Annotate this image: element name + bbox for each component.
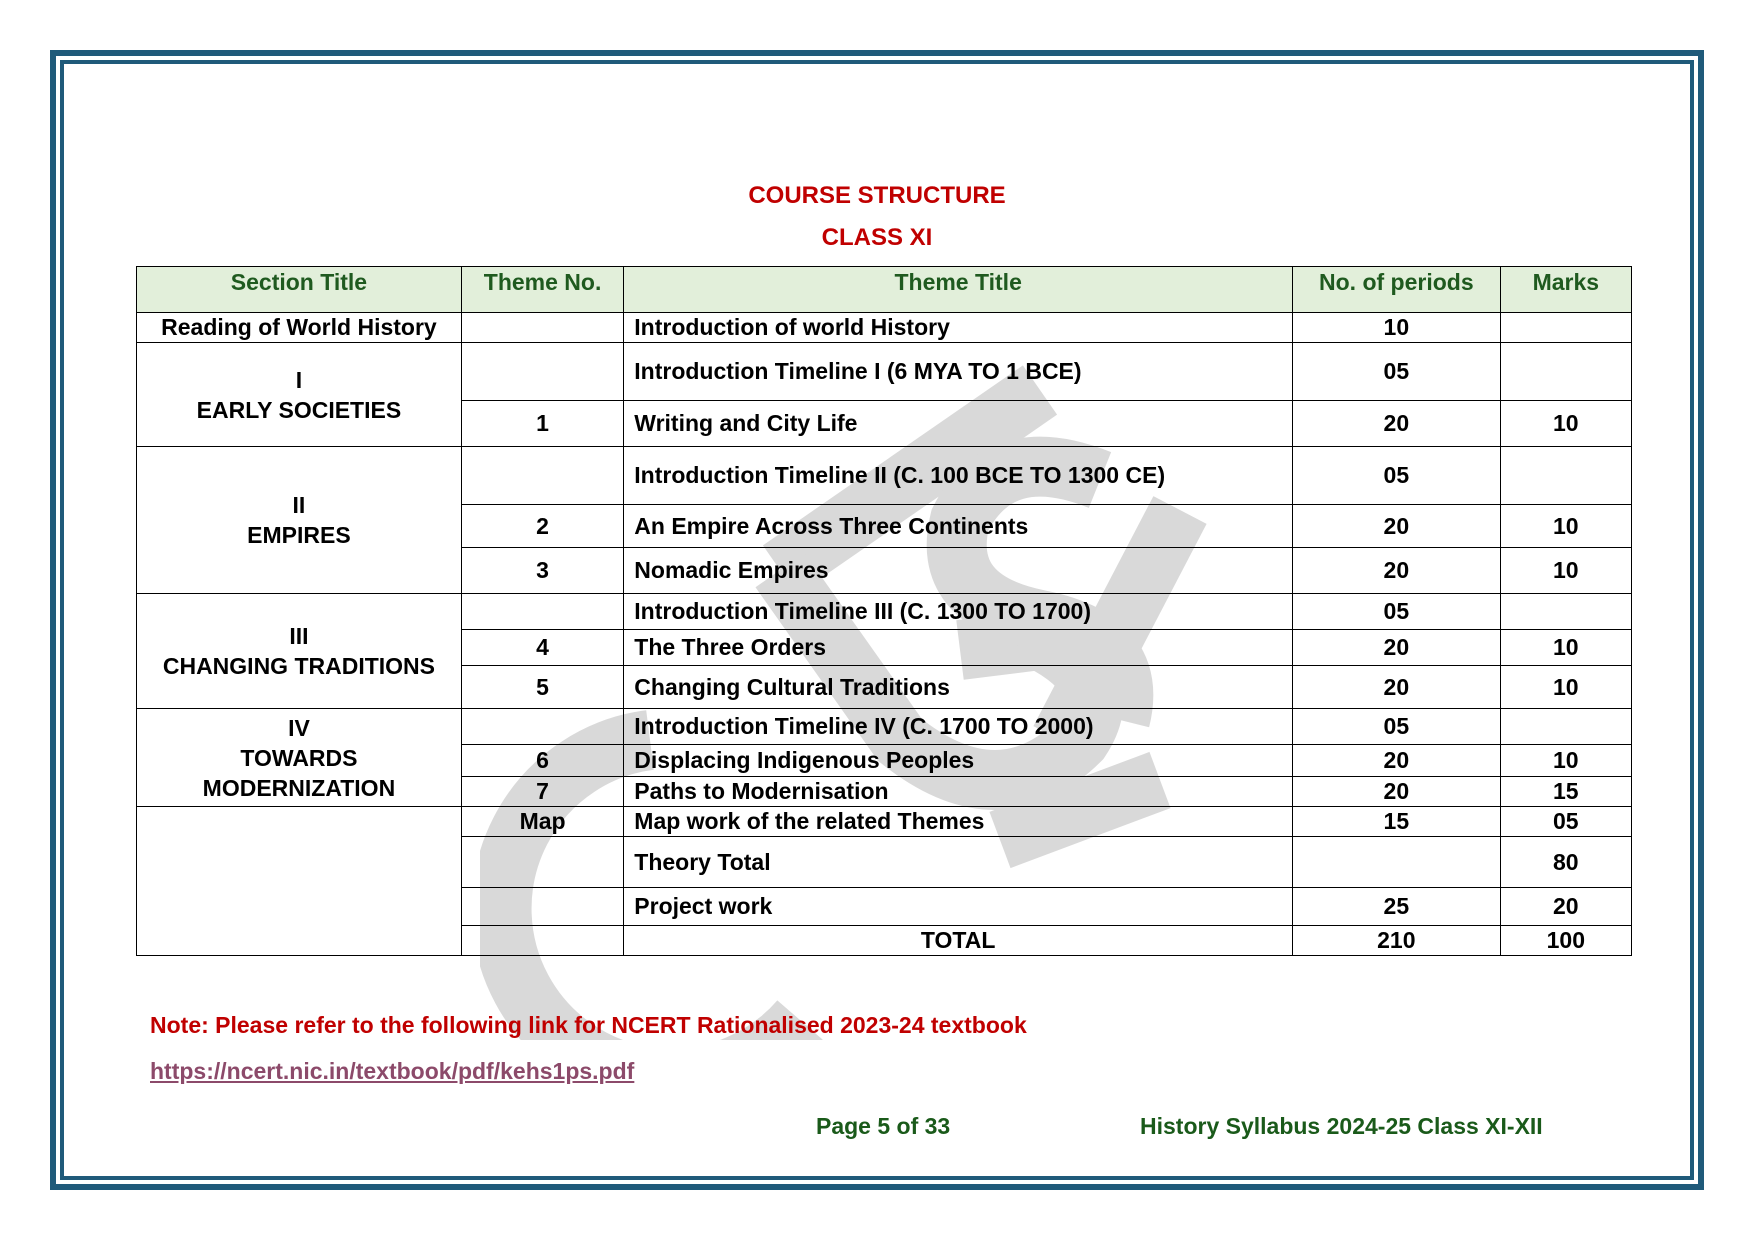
theme-title: Displacing Indigenous Peoples: [624, 745, 1293, 777]
grand-total-marks: 100: [1500, 926, 1631, 956]
theme-title: Paths to Modernisation: [624, 777, 1293, 807]
theme-no: 3: [461, 548, 623, 594]
theme-title: Nomadic Empires: [624, 548, 1293, 594]
table-row: [137, 594, 1632, 630]
theme-no: [461, 926, 623, 956]
theme-title: Changing Cultural Traditions: [624, 666, 1293, 709]
periods: 20: [1293, 777, 1501, 807]
periods: 10: [1293, 313, 1501, 343]
section-name: EMPIRES: [247, 522, 351, 548]
theory-total-label: Theory Total: [624, 837, 1293, 888]
marks: 15: [1500, 777, 1631, 807]
periods: 05: [1293, 447, 1501, 505]
theory-total-marks: 80: [1500, 837, 1631, 888]
periods: 20: [1293, 548, 1501, 594]
theme-no: [461, 594, 623, 630]
section-number: III: [289, 623, 309, 649]
marks: [1500, 343, 1631, 401]
marks: 10: [1500, 505, 1631, 548]
section-number: II: [292, 492, 306, 518]
section-name: CHANGING TRADITIONS: [162, 653, 436, 679]
theme-no: 2: [461, 505, 623, 548]
table-row: [137, 709, 1632, 745]
theme-no: 7: [461, 777, 623, 807]
periods: [1293, 837, 1501, 888]
section-name: EARLY SOCIETIES: [196, 396, 402, 423]
table-row: [137, 313, 1632, 343]
project-work-label: Project work: [624, 888, 1293, 926]
header-theme-title: Theme Title: [624, 267, 1293, 313]
theme-title: Introduction Timeline III (C. 1300 TO 1700): [624, 594, 1293, 630]
periods: 20: [1293, 666, 1501, 709]
grand-total-label: TOTAL: [624, 926, 1293, 956]
theme-no: [461, 313, 623, 343]
table-row: [137, 447, 1632, 505]
section-name-line2: MODERNIZATION: [202, 774, 396, 801]
theme-no: [461, 888, 623, 926]
grand-total-periods: 210: [1293, 926, 1501, 956]
theme-title: Introduction of world History: [624, 313, 1293, 343]
marks: 10: [1500, 745, 1631, 777]
section-towards-modernization: [137, 709, 462, 807]
section-reading: Reading of World History: [137, 313, 462, 343]
marks: 05: [1500, 807, 1631, 837]
marks: 10: [1500, 548, 1631, 594]
theme-title: Introduction Timeline II (C. 100 BCE TO 1300 CE): [624, 447, 1293, 505]
table-row: [137, 807, 1632, 837]
project-work-marks: 20: [1500, 888, 1631, 926]
course-structure-title: COURSE STRUCTURE: [748, 182, 1006, 209]
textbook-link[interactable]: https://ncert.nic.in/textbook/pdf/kehs1ps.pdf: [150, 1058, 635, 1084]
page-number: Page 5 of 33: [816, 1113, 951, 1139]
periods: 20: [1293, 745, 1501, 777]
marks: 10: [1500, 401, 1631, 447]
periods: 20: [1293, 505, 1501, 548]
section-empires: [137, 447, 462, 594]
theme-no: [461, 447, 623, 505]
theme-title: Writing and City Life: [624, 401, 1293, 447]
textbook-note: Note: Please refer to the following link for NCERT Rationalised 2023-24 textbook: [150, 1012, 1027, 1038]
table-row: [137, 343, 1632, 401]
periods: 20: [1293, 630, 1501, 666]
periods: 15: [1293, 807, 1501, 837]
theme-no: 6: [461, 745, 623, 777]
periods: 05: [1293, 343, 1501, 401]
periods: 05: [1293, 594, 1501, 630]
theme-no: [461, 837, 623, 888]
theme-no: 1: [461, 401, 623, 447]
theme-title: Introduction Timeline IV (C. 1700 TO 2000): [624, 709, 1293, 745]
header-theme-no: Theme No.: [461, 267, 623, 313]
theme-no: Map: [461, 807, 623, 837]
marks: [1500, 447, 1631, 505]
marks: 10: [1500, 666, 1631, 709]
marks: 10: [1500, 630, 1631, 666]
marks: [1500, 313, 1631, 343]
section-number: IV: [288, 714, 310, 741]
table-header-row: [137, 267, 1632, 313]
theme-no: [461, 343, 623, 401]
header-periods: No. of periods: [1293, 267, 1501, 313]
empty-section-cell: [137, 807, 462, 956]
section-name-line1: TOWARDS: [240, 744, 358, 771]
theme-title: An Empire Across Three Continents: [624, 505, 1293, 548]
theme-no: 4: [461, 630, 623, 666]
section-changing-traditions: [137, 594, 462, 709]
theme-no: [461, 709, 623, 745]
header-section-title: Section Title: [137, 267, 462, 313]
marks: [1500, 709, 1631, 745]
project-work-periods: 25: [1293, 888, 1501, 926]
section-early-societies: [137, 343, 462, 447]
theme-title: The Three Orders: [624, 630, 1293, 666]
periods: 05: [1293, 709, 1501, 745]
syllabus-footer: History Syllabus 2024-25 Class XI-XII: [1140, 1113, 1543, 1139]
theme-title: Introduction Timeline I (6 MYA TO 1 BCE): [624, 343, 1293, 401]
course-structure-table: [136, 266, 1632, 956]
header-marks: Marks: [1500, 267, 1631, 313]
marks: [1500, 594, 1631, 630]
periods: 20: [1293, 401, 1501, 447]
theme-title: Map work of the related Themes: [624, 807, 1293, 837]
theme-no: 5: [461, 666, 623, 709]
class-title: CLASS XI: [821, 224, 933, 251]
section-number: I: [295, 366, 303, 393]
